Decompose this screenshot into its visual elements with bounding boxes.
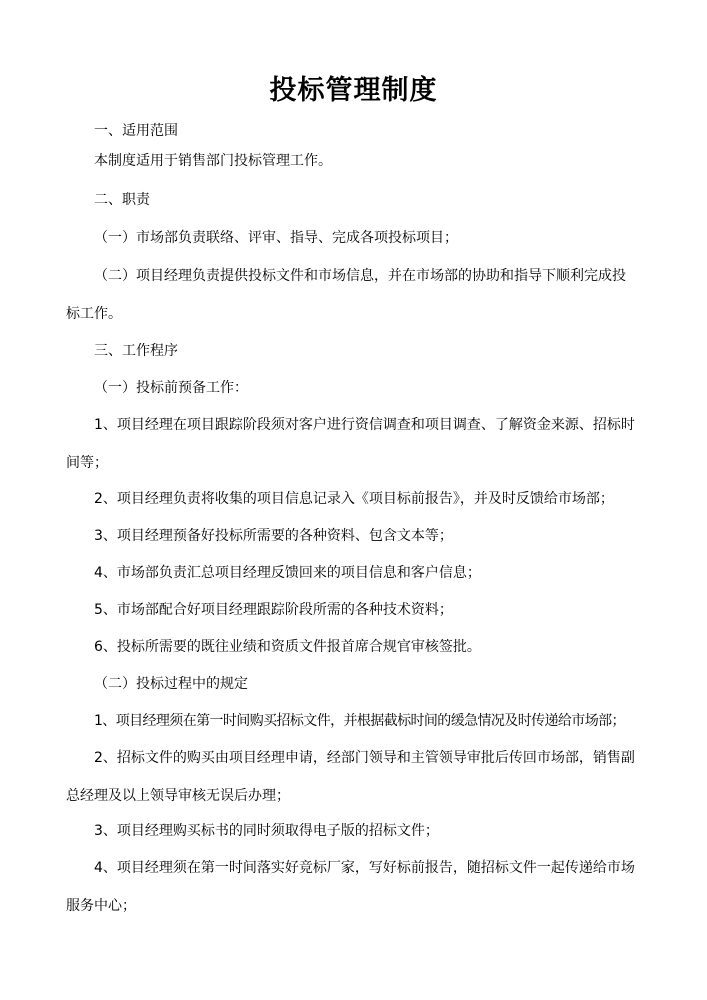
paragraph-line: 2、招标文件的购买由项目经理申请，经部门领导和主管领导审批后传回市场部，销售副 bbox=[94, 750, 635, 766]
paragraph-duty-1: （一）市场部负责联络、评审、指导、完成各项投标项目； bbox=[94, 230, 458, 246]
subsection-heading-preparation: （一）投标前预备工作： bbox=[94, 380, 248, 396]
paragraph-line: 服务中心； bbox=[66, 898, 136, 914]
paragraph-scope-body: 本制度适用于销售部门投标管理工作。 bbox=[94, 153, 332, 169]
paragraph-line: （二）项目经理负责提供投标文件和市场信息，并在市场部的协助和指导下顺利完成投 bbox=[94, 268, 626, 284]
paragraph-prep-3: 3、项目经理预备好投标所需要的各种资料、包含文本等； bbox=[94, 528, 453, 544]
paragraph-prep-6: 6、投标所需要的既往业绩和资质文件报首席合规官审核签批。 bbox=[94, 639, 481, 655]
section-heading-duties: 二、职责 bbox=[94, 192, 150, 208]
document-title: 投标管理制度 bbox=[269, 75, 438, 106]
paragraph-process-1: 1、项目经理须在第一时间购买招标文件，并根据截标时间的缓急情况及时传递给市场部； bbox=[94, 713, 625, 729]
section-heading-scope: 一、适用范围 bbox=[94, 123, 178, 139]
paragraph-duty-2 bbox=[66, 257, 641, 333]
paragraph-prep-5: 5、市场部配合好项目经理跟踪阶段所需的各种技术资料； bbox=[94, 602, 453, 618]
paragraph-process-4 bbox=[66, 849, 641, 925]
paragraph-prep-4: 4、市场部负责汇总项目经理反馈回来的项目信息和客户信息； bbox=[94, 565, 481, 581]
paragraph-process-3: 3、项目经理购买标书的同时须取得电子版的招标文件； bbox=[94, 823, 439, 839]
paragraph-line: 总经理及以上领导审核无误后办理； bbox=[66, 788, 290, 804]
paragraph-process-2 bbox=[66, 739, 641, 815]
paragraph-line: 标工作。 bbox=[66, 306, 122, 322]
paragraph-line: 1、项目经理在项目跟踪阶段须对客户进行资信调查和项目调查、了解资金来源、招标时 bbox=[94, 417, 635, 433]
paragraph-line: 间等； bbox=[66, 455, 108, 471]
paragraph-prep-2: 2、项目经理负责将收集的项目信息记录入《项目标前报告》，并及时反馈给市场部； bbox=[94, 491, 614, 507]
section-heading-procedure: 三、工作程序 bbox=[94, 343, 178, 359]
paragraph-prep-1 bbox=[66, 406, 641, 482]
subsection-heading-process: （二）投标过程中的规定 bbox=[94, 676, 248, 692]
paragraph-line: 4、项目经理须在第一时间落实好竞标厂家，写好标前报告，随招标文件一起传递给市场 bbox=[94, 860, 635, 876]
